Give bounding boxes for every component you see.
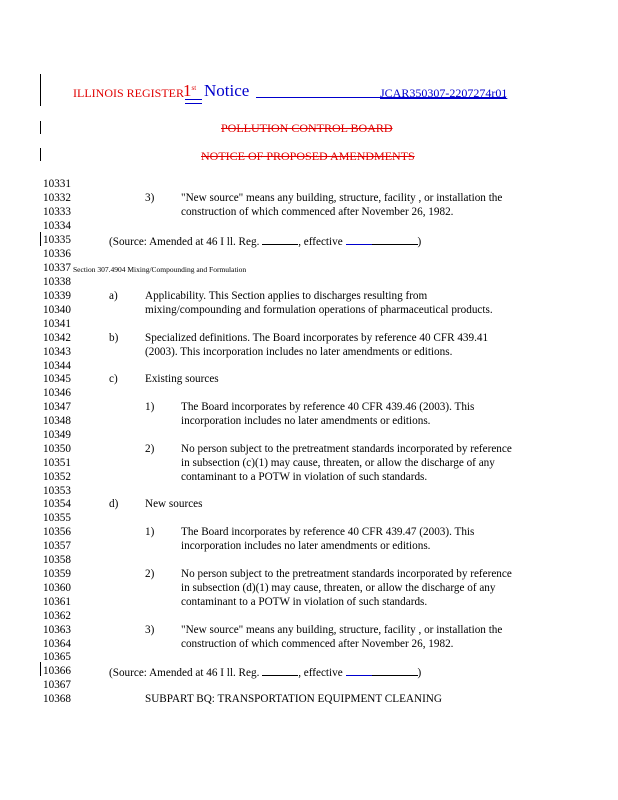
line-number: 10341 [43,318,71,330]
line-number: 10366 [43,665,71,677]
register-blank [262,234,298,245]
paragraph-line: construction of which commenced after November 26, 1982. [181,638,454,650]
paragraph-line: contaminant to a POTW in violation of such standards. [181,471,428,483]
paragraph-line: contaminant to a POTW in violation of such standards. [181,596,428,608]
line-number: 10354 [43,498,71,510]
subsection-label: b) [109,332,119,344]
change-bar [40,121,41,134]
notice-title: Notice [204,81,250,100]
line-number: 10363 [43,624,71,636]
paragraph-line: incorporation includes no later amendments or editions. [181,540,431,552]
line-number: 10360 [43,582,71,594]
line-number: 10357 [43,540,71,552]
change-bar [40,148,41,161]
line-number: 10342 [43,332,71,344]
line-number: 10362 [43,610,71,622]
board-title: POLLUTION CONTROL BOARD [221,121,393,135]
page-number-underline [185,99,202,104]
source-note [109,234,421,249]
line-number: 10367 [43,679,71,691]
line-number: 10359 [43,568,71,580]
source-note-close: ) [417,667,422,679]
line-number: 10334 [43,220,71,232]
line-number: 10347 [43,401,71,413]
line-number: 10349 [43,429,71,441]
line-number: 10368 [43,693,71,705]
register-blank [262,665,298,676]
paragraph-line: incorporation includes no later amendments or editions. [181,415,431,427]
effective-blank [346,665,372,676]
paragraph-line: The Board incorporates by reference 40 CFR 439.46 (2003). This [181,401,475,413]
item-number: 3) [145,192,155,204]
line-number: 10355 [43,512,71,524]
paragraph-line: in subsection (d)(1) may cause, threaten, or allow the discharge of any [181,582,496,594]
line-number: 10365 [43,651,71,663]
source-note-text: (Source: Amended at 46 I ll. Reg. [109,236,263,248]
paragraph-line: No person subject to the pretreatment standards incorporated by reference [181,568,512,580]
jcar-reference: JCAR350307-2207274r01 [380,86,508,100]
item-number: 1) [145,401,155,413]
line-number: 10335 [43,234,71,246]
paragraph-line: "New source" means any building, structure, facility , or installation the [181,624,503,636]
source-note-text: (Source: Amended at 46 I ll. Reg. [109,667,263,679]
page-number [183,81,196,101]
source-note-effective: , effective [298,667,346,679]
subsection-label: a) [109,290,118,302]
paragraph-line: in subsection (c)(1) may cause, threaten, or allow the discharge of any [181,457,495,469]
item-number: 3) [145,624,155,636]
line-number: 10338 [43,276,71,288]
line-number: 10331 [43,178,71,190]
line-number: 10358 [43,554,71,566]
line-number: 10345 [43,373,71,385]
source-note [109,665,421,680]
change-bar [40,74,41,106]
line-number: 10348 [43,415,71,427]
line-number: 10353 [43,485,71,497]
line-number: 10333 [43,206,71,218]
line-number: 10350 [43,443,71,455]
paragraph-line: construction of which commenced after November 26, 1982. [181,206,454,218]
paragraph-line: Applicability. This Section applies to discharges resulting from [145,290,428,302]
item-number: 1) [145,526,155,538]
line-number: 10340 [43,304,71,316]
line-number: 10339 [43,290,71,302]
line-number: 10356 [43,526,71,538]
subsection-label: c) [109,373,118,385]
effective-blank [346,234,372,245]
notice-subtitle: NOTICE OF PROPOSED AMENDMENTS [201,149,415,163]
paragraph-line: The Board incorporates by reference 40 CFR 439.47 (2003). This [181,526,475,538]
line-number: 10337 [43,262,71,274]
source-note-close: ) [417,236,422,248]
effective-blank [372,665,418,676]
line-number: 10346 [43,387,71,399]
section-heading: Section 307.4904 Mixing/Compounding and Formulation [73,265,247,274]
line-number: 10344 [43,360,71,372]
paragraph-line: mixing/compounding and formulation operations of pharmaceutical products. [145,304,493,316]
paragraph-line: Specialized definitions. The Board incorporates by reference 40 CFR 439.41 [145,332,489,344]
paragraph-line: "New source" means any building, structure, facility , or installation the [181,192,503,204]
line-number: 10343 [43,346,71,358]
line-number: 10364 [43,638,71,650]
register-label: ILLINOIS REGISTER [73,86,184,100]
line-number: 10351 [43,457,71,469]
line-number: 10352 [43,471,71,483]
item-number: 2) [145,443,155,455]
change-bar [40,232,41,246]
line-number: 10336 [43,248,71,260]
paragraph-line: (2003). This incorporation includes no later amendments or editions. [145,346,453,358]
line-number: 10361 [43,596,71,608]
effective-blank [372,234,418,245]
paragraph-line: New sources [145,498,203,510]
page-number-value: 1 [183,81,192,100]
paragraph-line: No person subject to the pretreatment standards incorporated by reference [181,443,512,455]
change-bar [40,662,41,676]
page-number-suffix: st [191,84,197,92]
source-note-effective: , effective [298,236,346,248]
line-number: 10332 [43,192,71,204]
paragraph-line: Existing sources [145,373,219,385]
subsection-label: d) [109,498,119,510]
item-number: 2) [145,568,155,580]
subpart-heading: SUBPART BQ: TRANSPORTATION EQUIPMENT CLEANING [145,693,442,705]
